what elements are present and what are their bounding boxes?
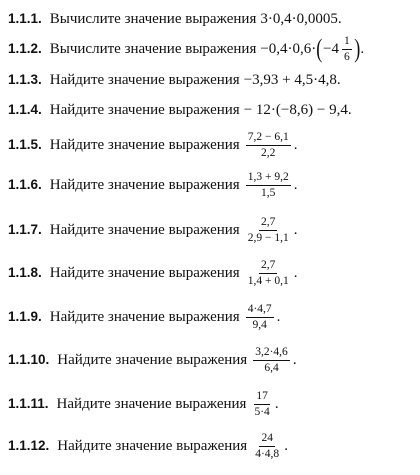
end-mark: . <box>293 136 298 153</box>
end-mark: . <box>293 176 298 193</box>
problem-fraction <box>246 259 291 286</box>
problem-fraction <box>246 171 291 198</box>
problem-fraction <box>246 303 274 330</box>
fraction-denominator: 4·4,8 <box>255 447 280 460</box>
problem-number: 1.1.12. <box>8 438 50 454</box>
problem-task: Найдите значение выражения <box>49 101 240 118</box>
end-mark: . <box>276 308 281 325</box>
left-paren-glyph: ( <box>316 34 323 63</box>
problem-number: 1.1.10. <box>8 352 50 368</box>
fraction-denominator: 6,4 <box>264 361 279 374</box>
problem-1-1-5 <box>8 128 416 162</box>
fraction-denominator: 2,2 <box>261 146 276 159</box>
mixed-whole: 4 <box>331 40 339 57</box>
problem-task: Найдите значение выражения <box>49 308 240 325</box>
problem-1-1-10 <box>8 343 416 377</box>
problem-task: Найдите значение выражения <box>57 351 248 368</box>
problem-task: Найдите значение выражения <box>49 221 240 238</box>
problem-expression: − 12·(−8,6) − 9,4. <box>243 101 352 118</box>
end-mark: . <box>274 395 279 412</box>
problem-1-1-3 <box>8 63 416 97</box>
problem-number: 1.1.6. <box>8 177 42 193</box>
problem-task: Найдите значение выражения <box>56 395 247 412</box>
mixed-sign: − <box>322 40 332 57</box>
problem-task: Найдите значение выражения <box>57 437 248 454</box>
problem-number: 1.1.8. <box>8 265 42 281</box>
fraction-denominator: 1,4 + 0,1 <box>247 274 289 287</box>
problem-task: Найдите значение выражения <box>49 264 240 281</box>
fraction-denominator: 9,4 <box>252 318 267 331</box>
problem-number: 1.1.3. <box>8 72 42 88</box>
problem-number: 1.1.2. <box>8 41 42 57</box>
problem-1-1-11 <box>8 387 416 421</box>
problem-1-1-7 <box>8 213 416 247</box>
problem-number: 1.1.11. <box>8 396 49 412</box>
problem-expression <box>260 35 364 62</box>
problem-fraction <box>253 432 281 459</box>
right-paren-glyph: ) <box>353 34 361 63</box>
problem-task: Вычислите значение выражения <box>49 10 257 27</box>
fraction-denominator: 5·4 <box>254 405 270 418</box>
problem-fraction <box>246 131 291 158</box>
fraction-numerator: 1,3 + 9,2 <box>246 171 291 185</box>
problem-1-1-2 <box>8 31 416 67</box>
end-mark: . <box>292 351 297 368</box>
problem-task: Найдите значение выражения <box>49 71 240 88</box>
problem-1-1-9 <box>8 300 416 334</box>
end-mark: . <box>293 221 298 238</box>
problem-number: 1.1.9. <box>8 309 42 325</box>
problem-expression: 3·0,4·0,0005. <box>260 10 342 27</box>
end-mark: . <box>293 264 298 281</box>
end-mark: . <box>284 437 288 454</box>
fraction-numerator: 2,7 <box>259 259 277 273</box>
problem-task: Вычислите значение выражения <box>49 40 257 57</box>
fraction-denominator: 2,9 − 1,1 <box>247 231 289 244</box>
fraction-numerator: 4·4,7 <box>246 303 274 317</box>
fraction-numerator: 2,7 <box>259 216 277 230</box>
problem-task: Найдите значение выражения <box>49 136 240 153</box>
problem-number: 1.1.5. <box>8 137 42 153</box>
fraction-numerator: 3,2·4,6 <box>253 346 290 360</box>
problem-1-1-8 <box>8 256 416 290</box>
fraction-numerator: 17 <box>254 390 270 404</box>
problem-fraction <box>246 216 291 243</box>
problem-fraction <box>253 346 290 373</box>
problem-expression: −3,93 + 4,5·4,8. <box>243 71 341 88</box>
problem-number: 1.1.4. <box>8 102 42 118</box>
problem-1-1-4 <box>8 93 416 127</box>
mixed-fraction <box>342 35 352 62</box>
fraction-denominator: 6 <box>343 50 350 63</box>
problem-1-1-12 <box>8 429 416 463</box>
problem-task: Найдите значение выражения <box>49 176 240 193</box>
problem-number: 1.1.1. <box>8 11 42 27</box>
expression-end: . <box>360 40 365 57</box>
expression-prefix: −0,4·0,6· <box>260 40 317 57</box>
fraction-numerator: 24 <box>259 432 275 446</box>
fraction-numerator: 1 <box>342 35 352 49</box>
problem-number: 1.1.7. <box>8 222 42 238</box>
problem-1-1-6 <box>8 168 416 202</box>
fraction-denominator: 1,5 <box>261 186 276 199</box>
fraction-numerator: 7,2 − 6,1 <box>246 131 291 145</box>
problem-fraction <box>252 390 271 417</box>
